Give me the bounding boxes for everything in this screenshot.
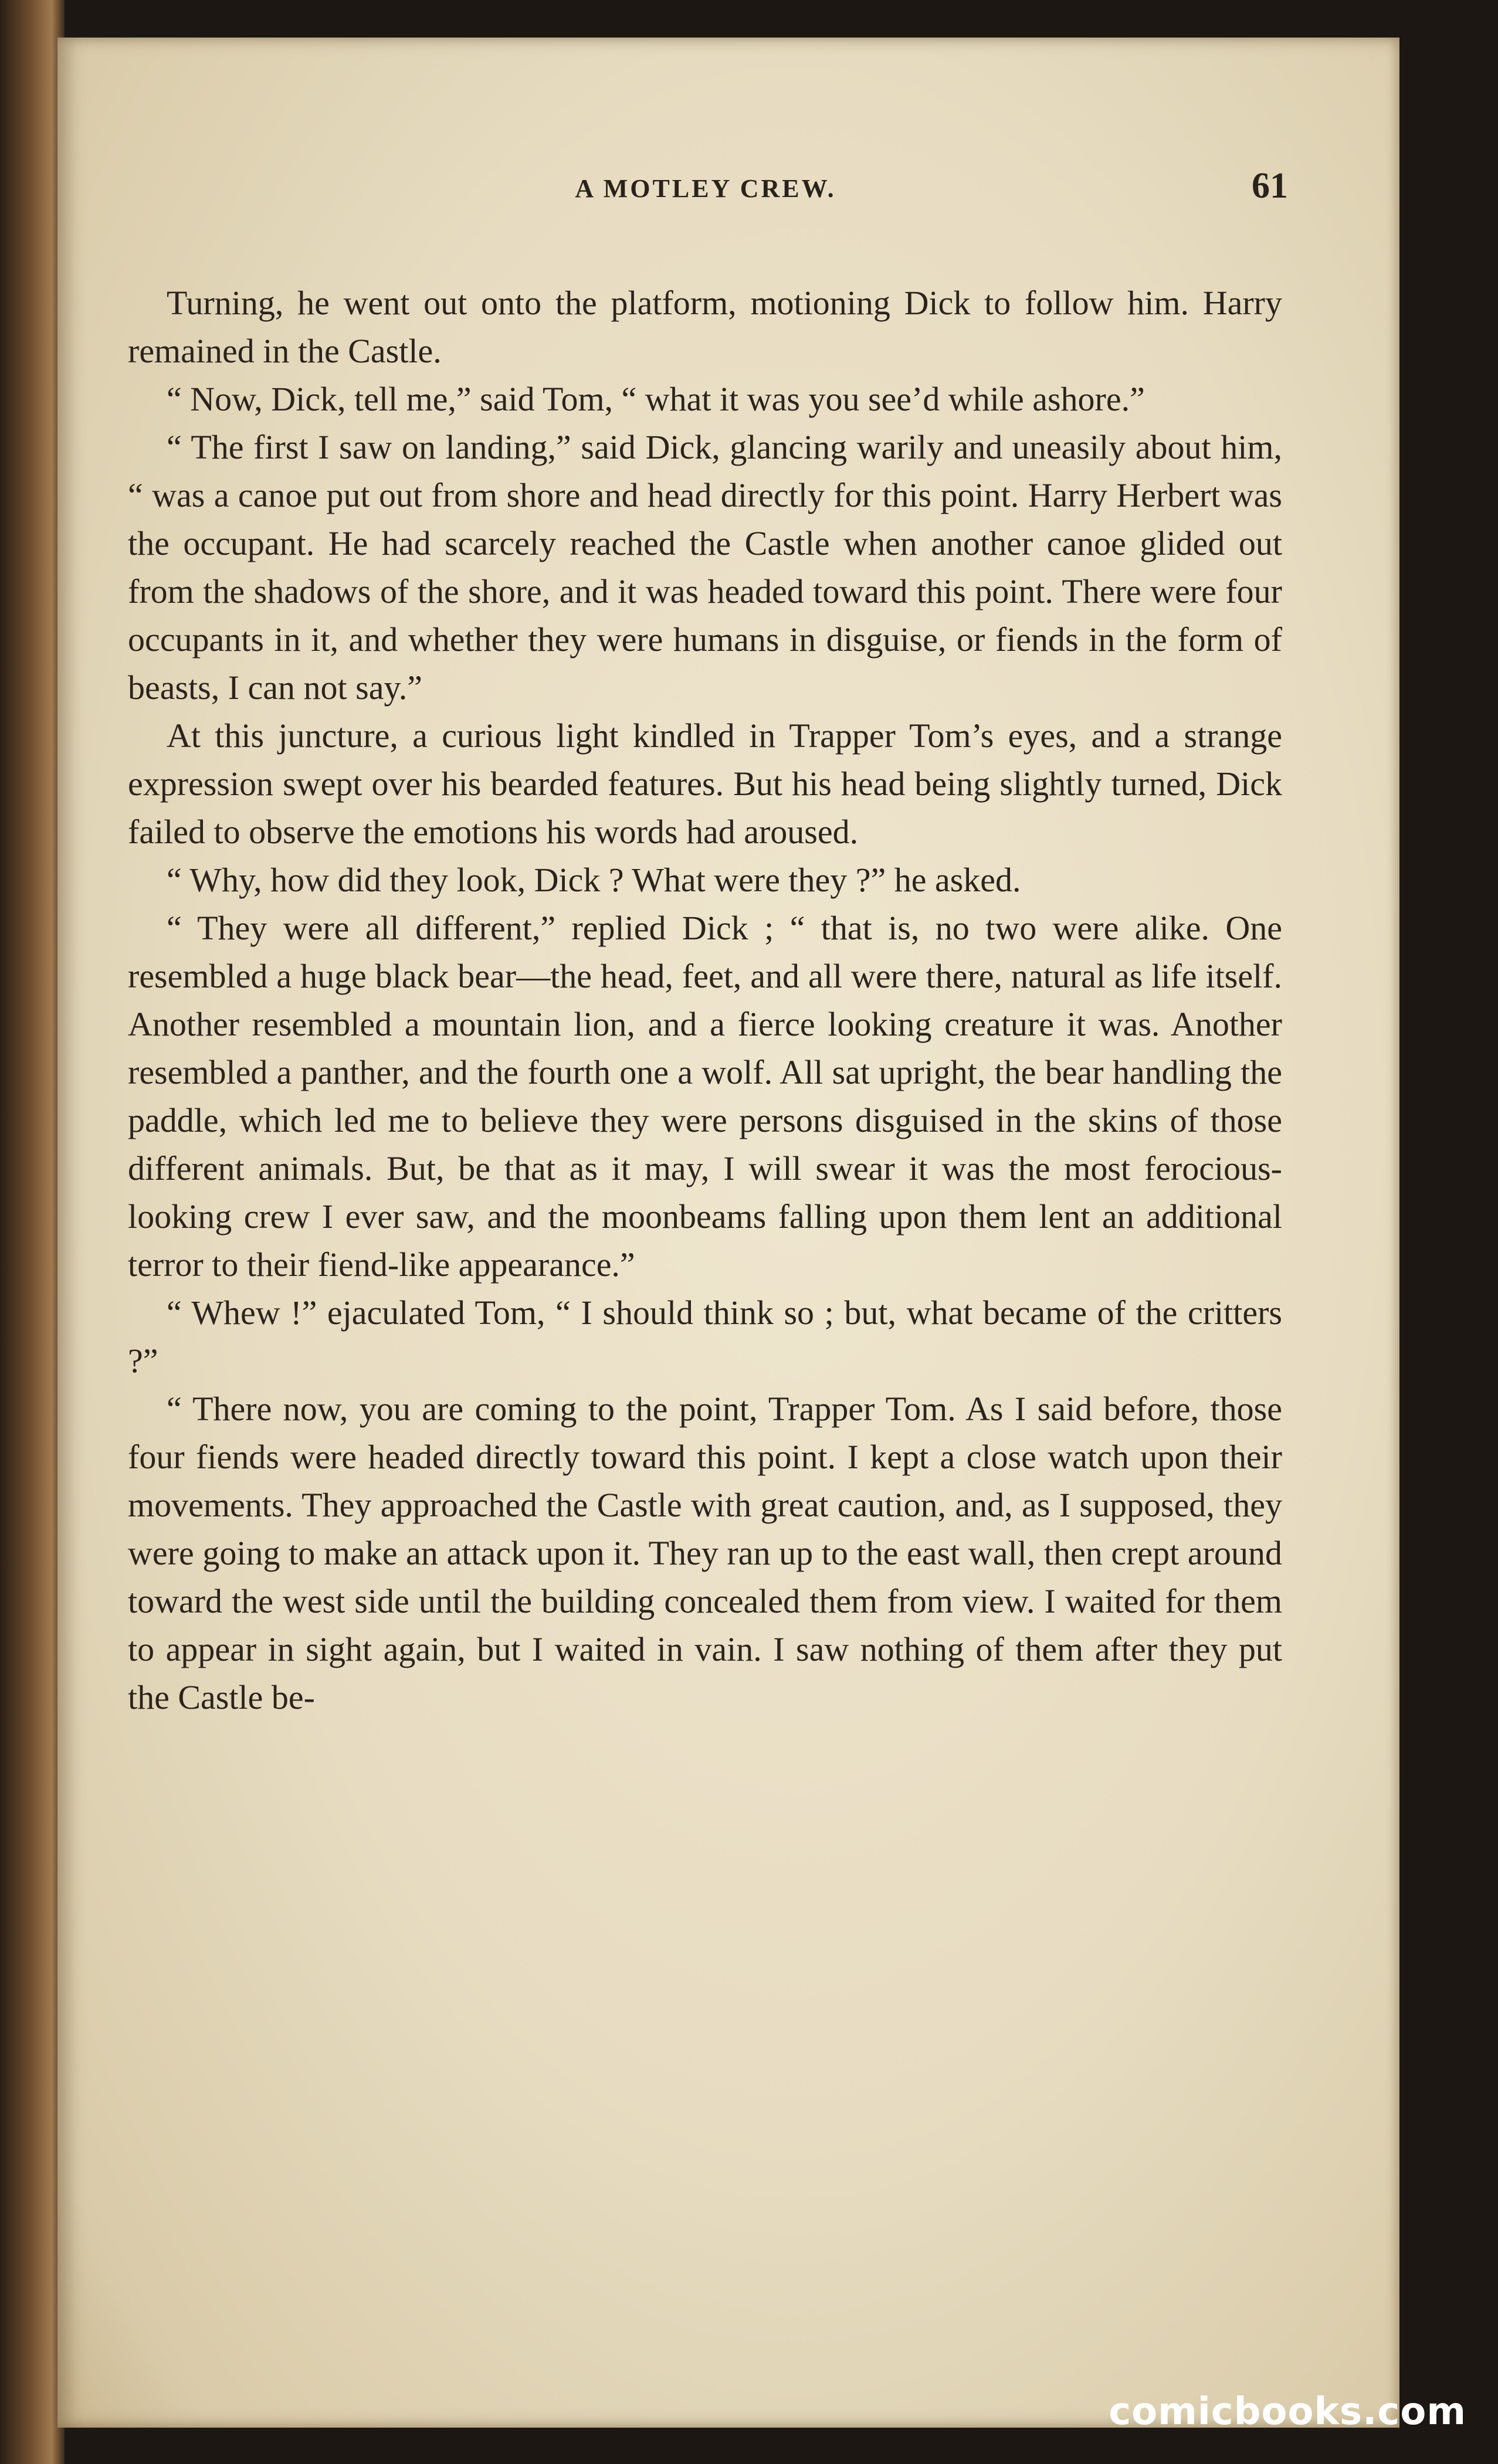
- running-head: [123, 165, 1288, 218]
- running-head-title: A MOTLEY CREW.: [575, 174, 836, 203]
- paragraph: “ Now, Dick, tell me,” said Tom, “ what it was you see’d while ashore.”: [167, 380, 1145, 418]
- paragraph: “ Whew !” ejaculated Tom, “ I should think so ; but, what became of the critters ?”: [128, 1294, 1282, 1380]
- watermark: comicbooks.com: [1109, 2390, 1466, 2434]
- body-text: [128, 279, 1282, 1722]
- paragraph: Turning, he went out onto the platform, motioning Dick to follow him. Harry remained in the Castle.: [128, 284, 1282, 370]
- paragraph: “ They were all different,” replied Dick ; “ that is, no two were alike. One resembled a huge black bear—the head, feet, and all were there, natural as life itself. Another resembled a mountain lion, and a fierce looking creature it was. Another resembled a panther, and the fourth one a wolf. All sat upright, the bear handling the paddle, which led me to believe they were persons disguised in the skins of those different animals. But, be that as it may, I will swear it was the most ferocious-looking crew I ever saw, and the moonbeams falling upon them lent an additional terror to their fiend-like appearance.”: [128, 909, 1282, 1284]
- paragraph: “ The first I saw on landing,” said Dick, glancing warily and uneasily about him, “ was a canoe put out from shore and head directly for this point. Harry Herbert was the occupant. He had scarcely reached the Castle when another canoe glided out from the shadows of the shore, and it was headed toward this point. There were four occupants in it, and whether they were humans in disguise, or fiends in the form of beasts, I can not say.”: [128, 428, 1282, 707]
- paragraph: “ There now, you are coming to the point, Trapper Tom. As I said before, those four fiends were headed directly toward this point. I kept a close watch upon their movements. They approached the Castle with great caution, and, as I supposed, they were going to make an attack upon it. They ran up to the east wall, then crept around toward the west side until the building concealed them from view. I waited for them to appear in sight again, but I waited in vain. I saw nothing of them after they put the Castle be-: [128, 1390, 1282, 1716]
- book-binding-edge: [0, 0, 65, 2464]
- paragraph: At this juncture, a curious light kindled in Trapper Tom’s eyes, and a strange expression swept over his bearded features. But his head being slightly turned, Dick failed to observe the emotions his words had aroused.: [128, 717, 1282, 851]
- paragraph: “ Why, how did they look, Dick ? What were they ?” he asked.: [167, 861, 1021, 899]
- page-number: 61: [1252, 166, 1288, 206]
